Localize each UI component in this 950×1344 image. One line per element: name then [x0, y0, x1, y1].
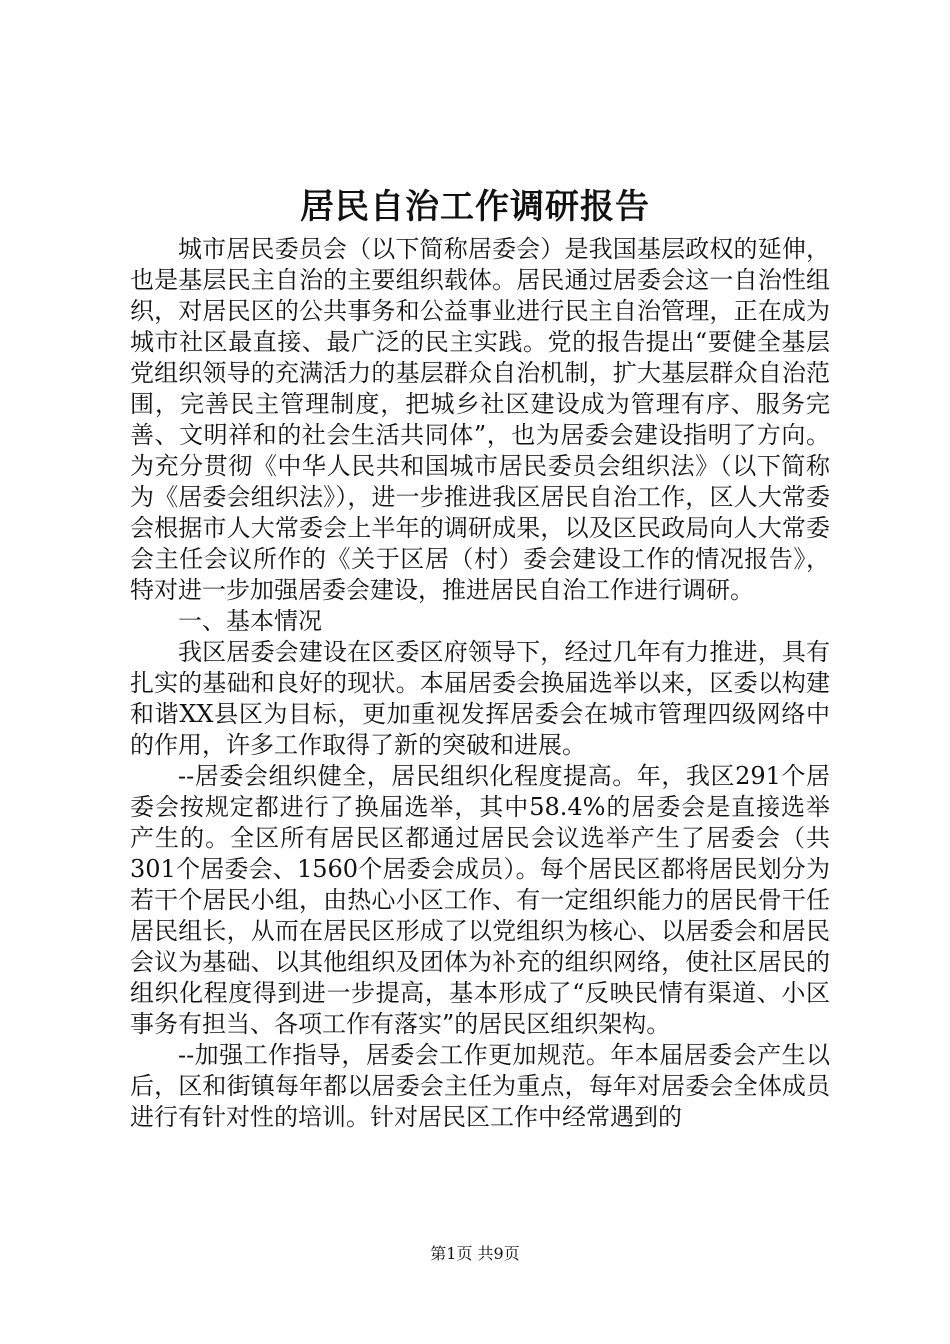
section-heading-basic-situation: 一、基本情况	[178, 607, 322, 635]
paragraph-guidance: --加强工作指导，居委会工作更加规范。年本届居委会产生以后，区和街镇每年都以居委会主任为重点，每年对居委会全体成员进行有针对性的培训。针对居民区工作中经常遇到的	[130, 1041, 830, 1131]
document-body	[130, 234, 830, 1133]
paragraph-basic-situation: 我区居委会建设在区委区府领导下，经过几年有力推进，具有扎实的基础和良好的现状。本届居委会换届选举以来，区委以构建和谐XX县区为目标，更加重视发挥居委会在城市管理四级网络中的作用，许多工作取得了新的突破和进展。	[130, 638, 830, 759]
document-title: 居民自治工作调研报告	[300, 187, 650, 227]
page-footer: 第1页 共9页	[430, 1244, 520, 1263]
paragraph-organization: --居委会组织健全，居民组织化程度提高。年，我区291个居委会按规定都进行了换届选举，其中58.4%的居委会是直接选举产生的。全区所有居民区都通过居民会议选举产生了居委会（共301个居委会、1560个居委会成员）。每个居民区都将居民划分为若干个居民小组，由热心小区工作、有一定组织能力的居民骨干任居民组长，从而在居民区形成了以党组织为核心、以居委会和居民会议为基础、以其他组织及团体为补充的组织网络，使社区居民的组织化程度得到进一步提高，基本形成了“反映民情有渠道、小区事务有担当、各项工作有落实”的居民区组织架构。	[130, 762, 830, 1038]
paragraph-intro: 城市居民委员会（以下简称居委会）是我国基层政权的延伸，也是基层民主自治的主要组织载体。居民通过居委会这一自治性组织，对居民区的公共事务和公益事业进行民主自治管理，正在成为城市社区最直接、最广泛的民主实践。党的报告提出“要健全基层党组织领导的充满活力的基层群众自治机制，扩大基层群众自治范围，完善民主管理制度，把城乡社区建设成为管理有序、服务完善、文明祥和的社会生活共同体”，也为居委会建设指明了方向。为充分贯彻《中华人民共和国城市居民委员会组织法》（以下简称为《居委会组织法》），进一步推进我区居民自治工作，区人大常委会根据市人大常委会上半年的调研成果，以及区民政局向人大常委会主任会议所作的《关于区居（村）委会建设工作的情况报告》，特对进一步加强居委会建设，推进居民自治工作进行调研。	[130, 235, 830, 604]
